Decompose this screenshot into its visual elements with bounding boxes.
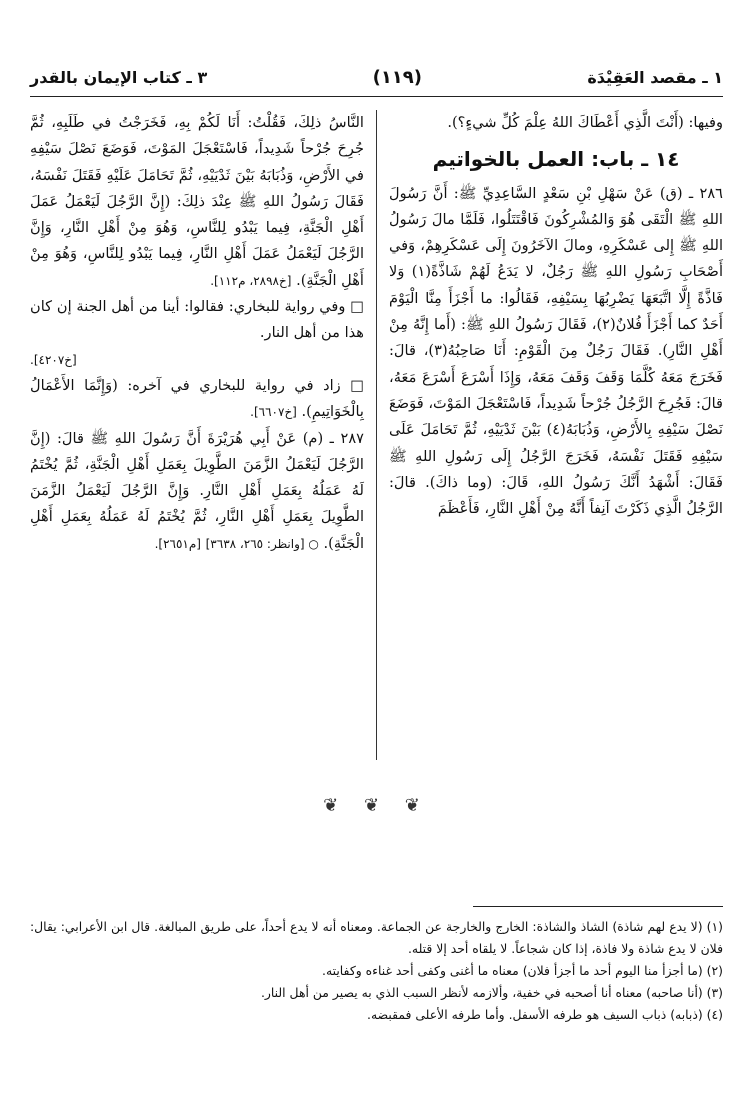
page-header [30, 62, 723, 92]
header-left-title: ٣ ـ كتاب الإيمان بالقدر [30, 67, 208, 87]
reference-3: [خ٦٦٠٧]. [250, 405, 297, 420]
footnote-1: (١) (لا يدع لهم شاذة) الشاذ والشاذة: الخارج والخارجة عن الجماعة. ومعناه أنه لا يدع أحداً، على طريق المبالغة. قال ابن الأعرابي: يقال: فلان لا يدع شاذة ولا فاذة، إذا كان شجاعاً. لا يلقاه أحد إلا قتله. [30, 919, 723, 956]
footnote-4: (٤) (ذبابه) ذباب السيف هو طرفه الأسفل. وأما طرفه الأعلى فمقبضه. [367, 1007, 723, 1022]
footnote-rule [473, 906, 723, 907]
bukhari-narration-2 [30, 373, 364, 426]
footnote-3: (٣) (أنا صاحبه) معناه أنا أصحبه في خفية، وألازمه لأنظر السبب الذي به يصير من أهل النار. [260, 985, 723, 1000]
reference-4: ○ [وانظر: ٢٦٥، ٣٦٣٨] [205, 536, 319, 551]
hadith-287-text: ٢٨٧ ـ (م) عَنْ أَبِي هُرَيْرَةَ أَنَّ رَسُولَ اللهِ ﷺ قالَ: (إِنَّ الرَّجُلَ لَيَعْمَلُ الزَّمَنَ الطَّوِيلَ بِعَمَلِ أَهْلِ الْجَنَّةِ، ثُمَّ يُخْتَمُ لَهُ عَمَلُهُ بِعَمَلِ أَهْلِ النَّارِ. وَإِنَّ الرَّجُلَ لَيَعْمَلُ الزَّمَنَ الطَّوِيلَ بِعَمَلِ أَهْلِ النَّارِ، ثُمَّ يُخْتَمُ لَهُ عَمَلُهُ بِعَمَلِ أَهْلِ الْجَنَّةِ). [30, 429, 364, 552]
hadith-286: ٢٨٦ ـ (ق) عَنْ سَهْلِ بْنِ سَعْدٍ السَّاعِدِيِّ ﷺ: أَنَّ رَسُولَ اللهِ ﷺ الْتَقَى هُوَ وَالمُشْرِكُونَ فَاقْتَتَلُوا، فَلَمَّا مالَ رَسُولُ اللهِ ﷺ إِلى عَسْكَرِهِ، ومالَ الآخَرُونَ إِلَى عَسْكَرِهِمْ، وَفي أَصْحَابِ رَسُولِ اللهِ ﷺ رَجُلٌ، لا يَدَعُ لَهُمْ شَاذَّةً(١) وَلا فَاذَّةً إِلَّا اتَّبَعَهَا يَضْرِبُهَا بِسَيْفِهِ، فَقَالُوا: ما أَجْزَأَ مِنَّا الْيَوْمَ أَحَدٌ كما أَجْزَأَ فُلانٌ(٢)، فَقَالَ رَسُولُ اللهِ ﷺ: (أَما إِنَّهُ مِنْ أَهْلِ النَّارِ). فَقَالَ رَجُلٌ مِنَ الْقَوْمِ: أَنَا صَاحِبُهُ(٣)، قالَ: فَخَرَجَ مَعَهُ كُلَّمَا وَقَفَ وَقَفَ مَعَهُ، وَإِذَا أَسْرَعَ أَسْرَعَ مَعَهُ، قالَ: فَجُرِحَ الرَّجُلُ جُرْحاً شَدِيداً، فَاسْتَعْجَلَ المَوْتَ، فَوَضَعَ نَصْلَ سَيْفِهِ بِالأَرْضِ، وَذُبَابَهُ(٤) بَيْنَ ثَدْيَيْهِ، ثُمَّ تَحَامَلَ عَلَى سَيْفِهِ فَقَتَلَ نَفْسَهُ، فَخَرَجَ الرَّجُلُ إِلَى رَسُولِ اللهِ ﷺ فَقَالَ: أَشْهَدُ أَنَّكَ رَسُولُ اللهِ، قَالَ: (وما ذاكَ). قالَ: الرَّجُلُ الَّذِي ذَكَرْتَ آنِفاً أَنَّهُ مِنْ أَهْلِ النَّارِ، فَأَعْظَمَ [389, 184, 723, 518]
bukhari-narration-1: □ وفي رواية للبخاري: فقالوا: أينا من أهل الجنة إن كان هذا من أهل النار. [30, 298, 364, 342]
bukhari-2-text: □ زاد في رواية للبخاري في آخره: (وَإِنَّمَا الأَعْمَالُ بِالْخَوَاتِيمِ). [30, 376, 364, 421]
intro-text: وفيها: (أَنْتَ الَّذِي أَعْطَاكَ اللهُ عِلْمَ كُلِّ شيءٍ؟). [447, 114, 723, 131]
left-column [30, 110, 364, 557]
header-right-title: ١ ـ مقصد العَقِيْدَة [587, 67, 723, 87]
section-title: ١٤ ـ باب: العمل بالخواتيم [432, 147, 680, 172]
continuation-text: النَّاسُ ذلِكَ، فَقُلْتُ: أَنَا لَكُمْ بِهِ، فَخَرَجْتُ في طَلَبِهِ، ثُمَّ جُرِحَ جُرْحاً شَدِيداً، فَاسْتَعْجَلَ المَوْتَ، فَوَضَعَ نَصْلَ سَيْفِهِ في الأَرْضِ، وَذُبَابَهُ بَيْنَ ثَدْيَيْهِ، ثُمَّ تَحَامَلَ عَلَيْهِ فَقَتَلَ نَفْسَهُ، فَقَالَ رَسُولُ اللهِ ﷺ عِنْدَ ذلِكَ: (إِنَّ الرَّجُلَ لَيَعْمَلُ عَمَلَ أَهْلِ الْجَنَّةِ، فِيما يَبْدُو لِلنَّاسِ، وَهُوَ مِنْ أَهْلِ النَّارِ، وَإِنَّ الرَّجُلَ لَيَعْمَلُ عَمَلَ أَهْلِ النَّارِ، فِيما يَبْدُو لِلنَّاسِ، وَهُوَ مِنْ أَهْلِ الْجَنَّةِ). [30, 114, 364, 289]
hadith-286-continuation [30, 110, 364, 294]
header-rule [30, 96, 723, 97]
column-divider [376, 110, 377, 760]
hadith-287 [30, 426, 364, 557]
right-column [389, 110, 723, 522]
page-number: (١١٩) [372, 66, 423, 88]
footnote-2: (٢) (ما أجزأ منا اليوم أحد ما أجزأ فلان) معناه ما أغنى وكفى أحد غناءه وكفايته. [322, 963, 723, 978]
reference-1: [خ٢٨٩٨، م١١٢]. [210, 273, 292, 288]
reference-2-line [30, 347, 364, 373]
reference-5: [م٢٦٥١]. [154, 536, 201, 551]
reference-2: [خ٤٢٠٧]. [30, 352, 77, 367]
ornament-divider: ❦ ❦ ❦ [323, 795, 430, 816]
footnotes [30, 916, 723, 1026]
